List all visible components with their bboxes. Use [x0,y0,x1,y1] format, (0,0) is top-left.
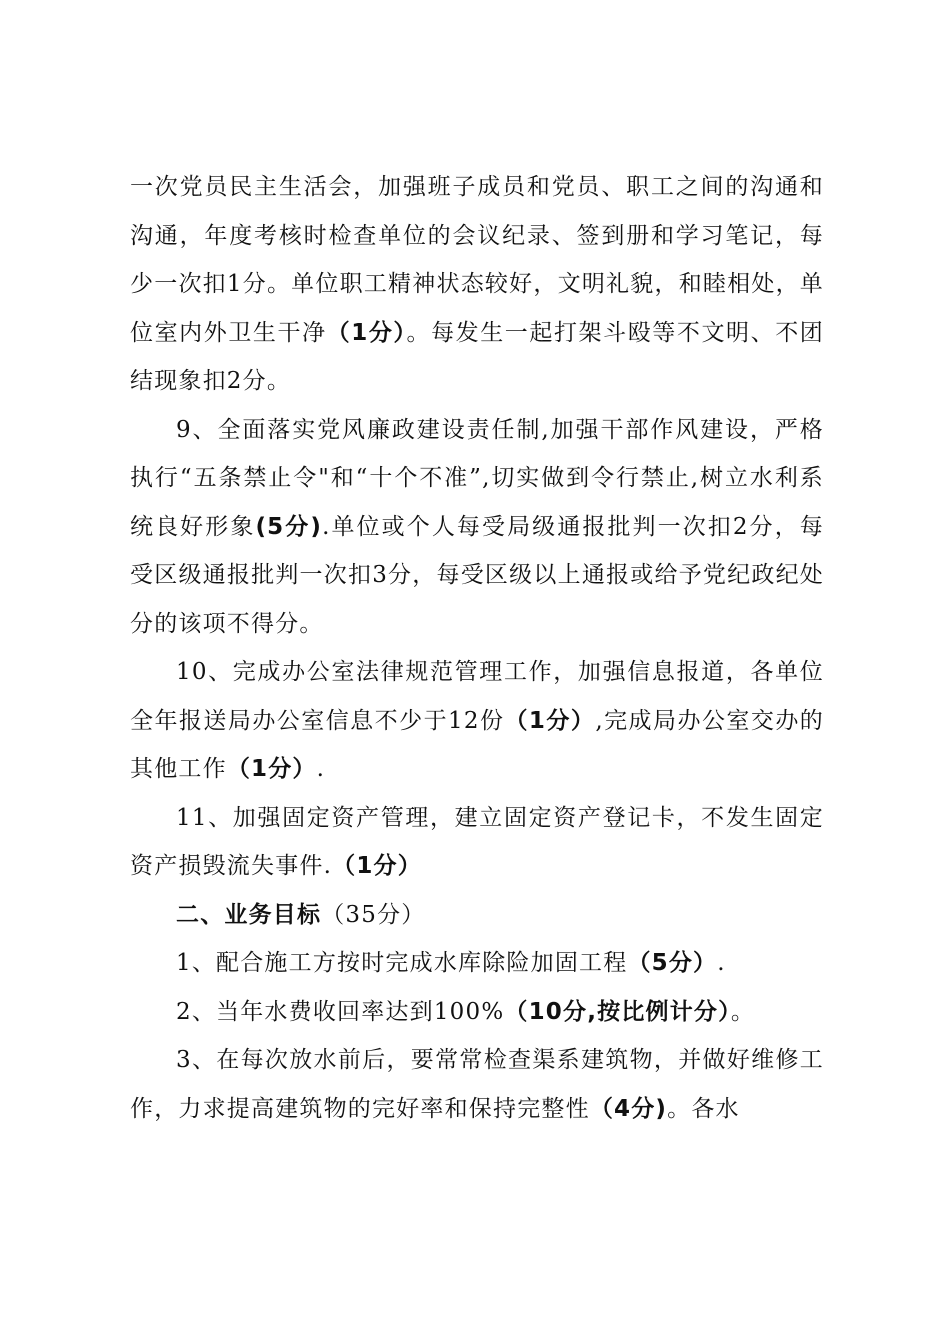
text-segment: 1、配合施工方按时完成水库除险加固工程 [176,950,628,976]
text-segment: 一次党员民主生活会，加强班子成员和党员、职工之间的沟通和沟通，年度考核时检查单位的会议纪录、签到册和学习笔记，每少一次扣1分。单位职工精神状态较好，文明礼貌，和睦相处，单位室内外卫生干净 [130,174,824,346]
text-segment: 。 [730,998,756,1025]
paragraph-item-9 [130,406,824,649]
score-label: （1分） [226,756,317,782]
score-label: （1分） [504,707,596,734]
paragraph-item-11 [130,794,824,891]
text-segment: 。各水 [667,1095,740,1122]
text-segment: . [717,950,726,976]
text-segment: .单位或个人每受局级通报批判一次扣2分，每受区级通报批判一次扣3分，每受区级以上通报或给予党纪政纪处分的该项不得分。 [130,513,824,637]
text-segment: 10、完成办公室法律规范管理工作，加强信息报道，各单位全年报送局办公室信息不少于12份 [130,659,824,734]
score-label: （1分） [326,319,407,346]
paragraph-business-3 [130,1036,824,1133]
text-segment: . [316,756,326,782]
score-label: (5分) [255,513,323,540]
text-segment: 3、在每次放水前后，要常常检查渠系建筑物，并做好维修工作，力求提高建筑物的完好率和保持完整性 [130,1047,824,1122]
text-segment: 11、加强固定资产管理，建立固定资产登记卡，不发生固定资产损毁流失事件. [130,804,824,879]
section-score: （35分） [321,901,426,928]
score-label: （5分） [627,950,718,976]
text-segment: 。每发生一起打架斗殴等不文明、不团结现象扣2分。 [130,319,824,394]
text-segment: 2、当年水费收回率达到100% [176,998,505,1025]
text-segment: 9、全面落实党风廉政建设责任制,加强干部作风建设，严格执行“五条禁止令"和“十个不准”,切实做到令行禁止,树立水利系统良好形象 [130,416,824,540]
score-label: （1分） [332,853,422,879]
paragraph-business-2 [130,988,824,1037]
text-segment: ,完成局办公室交办的其他工作 [130,707,825,782]
section-heading-business-goals [130,891,824,940]
document-page [130,163,824,1133]
paragraph-business-1 [130,939,824,988]
section-title: 二、业务目标 [176,901,322,928]
paragraph-item-10 [130,648,824,794]
score-label: （4分) [589,1095,668,1122]
paragraph-0 [130,163,824,406]
score-label: （10分,按比例计分） [504,998,731,1025]
